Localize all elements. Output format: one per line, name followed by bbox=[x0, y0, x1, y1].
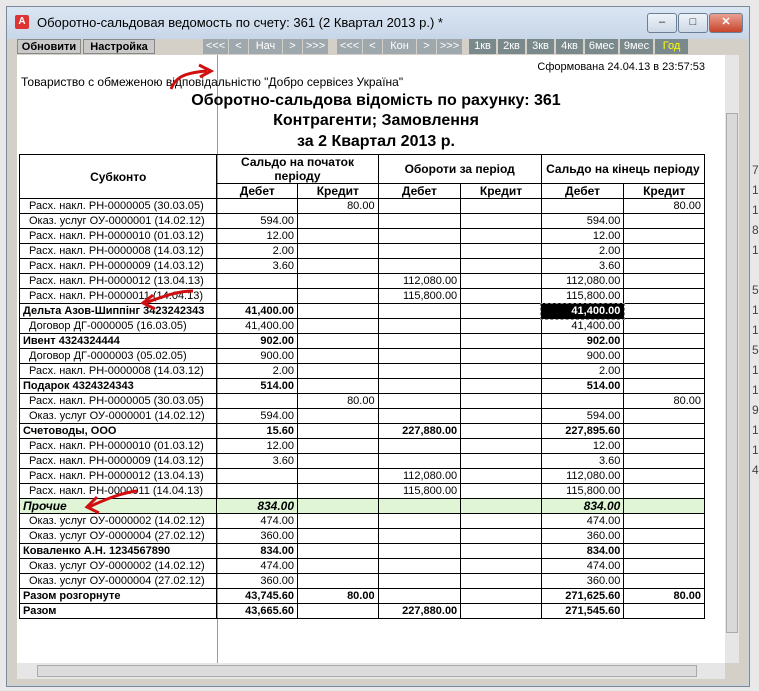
row-amount[interactable] bbox=[461, 244, 542, 259]
row-amount[interactable] bbox=[624, 409, 705, 424]
row-amount[interactable]: 80.00 bbox=[298, 394, 379, 409]
header-closing-balance: Сальдо на кінець періоду bbox=[541, 155, 704, 184]
period-6m-button[interactable]: 6мес bbox=[585, 39, 619, 54]
row-amount[interactable] bbox=[461, 544, 542, 559]
row-subconto[interactable]: Оказ. услуг ОУ-0000002 (14.02.12) bbox=[20, 559, 217, 574]
table-row[interactable] bbox=[20, 364, 705, 379]
row-subconto[interactable]: Расх. накл. РН-0000008 (14.03.12) bbox=[20, 244, 217, 259]
report-title: Оборотно-сальдова відомість по рахунку: 361 bbox=[191, 92, 561, 109]
row-amount[interactable]: 15.60 bbox=[217, 424, 298, 439]
background-digit: 8 bbox=[752, 223, 759, 237]
row-amount[interactable] bbox=[624, 469, 705, 484]
row-amount[interactable]: 360.00 bbox=[217, 574, 298, 589]
row-amount[interactable] bbox=[461, 439, 542, 454]
row-amount[interactable] bbox=[378, 199, 461, 214]
row-amount[interactable]: 514.00 bbox=[217, 379, 298, 394]
row-amount[interactable] bbox=[461, 394, 542, 409]
row-amount[interactable]: 2.00 bbox=[217, 244, 298, 259]
row-subconto[interactable]: Прочие bbox=[20, 499, 217, 514]
row-amount[interactable]: 80.00 bbox=[624, 199, 705, 214]
row-amount[interactable]: 474.00 bbox=[217, 514, 298, 529]
background-digit: 1 bbox=[752, 183, 759, 197]
row-amount[interactable] bbox=[298, 469, 379, 484]
table-body bbox=[20, 199, 705, 619]
table-row[interactable] bbox=[20, 379, 705, 394]
background-digit: 9 bbox=[752, 403, 759, 417]
row-amount[interactable] bbox=[298, 514, 379, 529]
header-subconto: Субконто bbox=[20, 155, 217, 199]
row-amount[interactable]: 41,400.00 bbox=[541, 319, 624, 334]
row-amount[interactable]: 594.00 bbox=[541, 214, 624, 229]
row-amount[interactable]: 3.60 bbox=[217, 259, 298, 274]
table-row[interactable] bbox=[20, 349, 705, 364]
table-row[interactable] bbox=[20, 559, 705, 574]
row-amount[interactable] bbox=[624, 604, 705, 619]
maximize-button[interactable]: □ bbox=[678, 13, 708, 33]
header-debit: Дебет bbox=[378, 184, 461, 199]
table-row[interactable] bbox=[20, 274, 705, 289]
table-row[interactable] bbox=[20, 424, 705, 439]
row-amount[interactable]: 594.00 bbox=[217, 214, 298, 229]
row-amount[interactable] bbox=[378, 559, 461, 574]
row-amount[interactable] bbox=[461, 274, 542, 289]
row-subconto[interactable]: Расх. накл. РН-0000010 (01.03.12) bbox=[20, 229, 217, 244]
horizontal-scrollbar[interactable] bbox=[17, 663, 725, 679]
row-amount[interactable]: 514.00 bbox=[541, 379, 624, 394]
row-subconto[interactable]: Договор ДГ-0000003 (05.02.05) bbox=[20, 349, 217, 364]
row-amount[interactable]: 115,800.00 bbox=[378, 289, 461, 304]
row-amount[interactable] bbox=[378, 304, 461, 319]
balance-table bbox=[19, 154, 705, 619]
background-digit: 1 bbox=[752, 423, 759, 437]
row-amount[interactable]: 115,800.00 bbox=[541, 484, 624, 499]
row-amount[interactable] bbox=[298, 439, 379, 454]
table-row[interactable] bbox=[20, 334, 705, 349]
row-amount[interactable] bbox=[461, 454, 542, 469]
row-subconto[interactable]: Оказ. услуг ОУ-0000004 (27.02.12) bbox=[20, 574, 217, 589]
row-subconto[interactable]: Расх. накл. РН-0000011 (14.04.13) bbox=[20, 289, 217, 304]
report-period: за 2 Квартал 2013 р. bbox=[297, 133, 455, 150]
row-amount[interactable] bbox=[461, 349, 542, 364]
row-amount[interactable] bbox=[298, 499, 379, 514]
row-amount[interactable] bbox=[624, 214, 705, 229]
end-last-button[interactable]: >>> bbox=[437, 39, 463, 54]
row-amount[interactable]: 41,400.00 bbox=[541, 304, 624, 319]
period-q3-button[interactable]: 3кв bbox=[527, 39, 555, 54]
row-amount[interactable] bbox=[461, 304, 542, 319]
end-next-button[interactable]: > bbox=[417, 39, 437, 54]
row-amount[interactable] bbox=[378, 514, 461, 529]
row-amount[interactable]: 360.00 bbox=[541, 574, 624, 589]
row-amount[interactable] bbox=[624, 274, 705, 289]
row-amount[interactable] bbox=[624, 529, 705, 544]
row-amount[interactable]: 115,800.00 bbox=[378, 484, 461, 499]
row-subconto[interactable]: Оказ. услуг ОУ-0000001 (14.02.12) bbox=[20, 409, 217, 424]
row-amount[interactable]: 12.00 bbox=[541, 229, 624, 244]
row-amount[interactable]: 3.60 bbox=[541, 454, 624, 469]
row-amount[interactable] bbox=[461, 469, 542, 484]
row-amount[interactable]: 12.00 bbox=[541, 439, 624, 454]
vertical-scroll-thumb[interactable] bbox=[726, 113, 738, 633]
row-amount[interactable] bbox=[461, 559, 542, 574]
table-row[interactable] bbox=[20, 454, 705, 469]
row-amount[interactable] bbox=[461, 289, 542, 304]
row-amount[interactable] bbox=[298, 544, 379, 559]
row-amount[interactable] bbox=[298, 454, 379, 469]
table-row[interactable] bbox=[20, 244, 705, 259]
row-amount[interactable] bbox=[298, 424, 379, 439]
background-digit bbox=[752, 260, 758, 280]
row-amount[interactable] bbox=[298, 604, 379, 619]
background-digit: 1 bbox=[752, 323, 759, 337]
period-q1-button[interactable]: 1кв bbox=[469, 39, 497, 54]
row-amount[interactable] bbox=[461, 379, 542, 394]
row-amount[interactable] bbox=[461, 319, 542, 334]
background-digit: 1 bbox=[752, 203, 759, 217]
row-amount[interactable] bbox=[624, 244, 705, 259]
row-subconto[interactable]: Счетоводы, ООО bbox=[20, 424, 217, 439]
row-subconto[interactable]: Подарок 4324324343 bbox=[20, 379, 217, 394]
row-amount[interactable]: 2.00 bbox=[217, 364, 298, 379]
header-opening-balance: Сальдо на початок періоду bbox=[217, 155, 378, 184]
row-amount[interactable] bbox=[378, 439, 461, 454]
horizontal-scroll-thumb[interactable] bbox=[37, 665, 697, 677]
row-amount[interactable] bbox=[461, 409, 542, 424]
row-amount[interactable]: 12.00 bbox=[217, 229, 298, 244]
table-row[interactable] bbox=[20, 394, 705, 409]
row-amount[interactable] bbox=[298, 274, 379, 289]
start-label: Нач bbox=[249, 39, 283, 54]
row-subconto[interactable]: Расх. накл. РН-0000012 (13.04.13) bbox=[20, 274, 217, 289]
row-amount[interactable] bbox=[624, 559, 705, 574]
background-digit: 1 bbox=[752, 363, 759, 377]
row-amount[interactable]: 3.60 bbox=[541, 259, 624, 274]
table-row[interactable] bbox=[20, 529, 705, 544]
row-subconto[interactable]: Расх. накл. РН-0000009 (14.03.12) bbox=[20, 259, 217, 274]
row-amount[interactable] bbox=[217, 484, 298, 499]
row-amount[interactable] bbox=[461, 499, 542, 514]
row-amount[interactable]: 474.00 bbox=[541, 514, 624, 529]
end-first-button[interactable]: <<< bbox=[337, 39, 363, 54]
background-digit: 7 bbox=[752, 163, 759, 177]
row-amount[interactable]: 902.00 bbox=[217, 334, 298, 349]
row-amount[interactable] bbox=[378, 454, 461, 469]
start-first-button[interactable]: <<< bbox=[203, 39, 229, 54]
row-subconto[interactable]: Ивент 4324324444 bbox=[20, 334, 217, 349]
table-row[interactable] bbox=[20, 604, 705, 619]
row-subconto[interactable]: Расх. накл. РН-0000005 (30.03.05) bbox=[20, 394, 217, 409]
row-subconto[interactable]: Расх. накл. РН-0000011 (14.04.13) bbox=[20, 484, 217, 499]
row-amount[interactable] bbox=[461, 589, 542, 604]
window-title: Оборотно-сальдовая ведомость по счету: 361 (2 Квартал 2013 р.) * bbox=[37, 15, 443, 30]
row-amount[interactable]: 80.00 bbox=[624, 394, 705, 409]
row-amount[interactable]: 271,545.60 bbox=[541, 604, 624, 619]
row-amount[interactable] bbox=[541, 199, 624, 214]
row-amount[interactable]: 115,800.00 bbox=[541, 289, 624, 304]
refresh-button[interactable]: Обновити bbox=[17, 39, 81, 54]
red-arrow-annotation bbox=[81, 485, 141, 515]
row-amount[interactable]: 80.00 bbox=[298, 199, 379, 214]
row-amount[interactable]: 271,625.60 bbox=[541, 589, 624, 604]
row-amount[interactable]: 41,400.00 bbox=[217, 319, 298, 334]
row-amount[interactable] bbox=[624, 544, 705, 559]
row-amount[interactable] bbox=[461, 514, 542, 529]
row-subconto[interactable]: Договор ДГ-0000005 (16.03.05) bbox=[20, 319, 217, 334]
red-arrow-annotation bbox=[167, 63, 217, 93]
row-amount[interactable]: 112,080.00 bbox=[378, 469, 461, 484]
row-amount[interactable] bbox=[298, 379, 379, 394]
row-amount[interactable] bbox=[624, 349, 705, 364]
row-amount[interactable] bbox=[298, 574, 379, 589]
row-subconto[interactable]: Оказ. услуг ОУ-0000004 (27.02.12) bbox=[20, 529, 217, 544]
row-amount[interactable] bbox=[461, 364, 542, 379]
period-q4-button[interactable]: 4кв bbox=[556, 39, 584, 54]
row-amount[interactable] bbox=[624, 379, 705, 394]
row-amount[interactable]: 900.00 bbox=[217, 349, 298, 364]
period-q2-button[interactable]: 2кв bbox=[498, 39, 526, 54]
row-amount[interactable] bbox=[217, 289, 298, 304]
row-subconto[interactable]: Расх. накл. РН-0000005 (30.03.05) bbox=[20, 199, 217, 214]
start-next-button[interactable]: > bbox=[283, 39, 303, 54]
row-subconto[interactable]: Коваленко А.Н. 1234567890 bbox=[20, 544, 217, 559]
background-digits bbox=[752, 160, 758, 480]
row-amount[interactable]: 594.00 bbox=[217, 409, 298, 424]
row-amount[interactable] bbox=[624, 499, 705, 514]
row-amount[interactable]: 594.00 bbox=[541, 409, 624, 424]
row-subconto[interactable]: Дельта Азов-Шиппінг 3423242343 bbox=[20, 304, 217, 319]
table-row[interactable] bbox=[20, 469, 705, 484]
row-amount[interactable] bbox=[378, 379, 461, 394]
row-amount[interactable] bbox=[298, 349, 379, 364]
row-amount[interactable]: 900.00 bbox=[541, 349, 624, 364]
row-amount[interactable] bbox=[461, 214, 542, 229]
end-prev-button[interactable]: < bbox=[363, 39, 383, 54]
row-amount[interactable]: 112,080.00 bbox=[541, 469, 624, 484]
row-subconto[interactable]: Расх. накл. РН-0000008 (14.03.12) bbox=[20, 364, 217, 379]
header-turnover: Обороти за період bbox=[378, 155, 541, 184]
row-amount[interactable]: 2.00 bbox=[541, 244, 624, 259]
row-amount[interactable] bbox=[217, 394, 298, 409]
background-digit: 1 bbox=[752, 303, 759, 317]
row-amount[interactable]: 834.00 bbox=[541, 499, 624, 514]
report-window bbox=[6, 6, 750, 687]
row-amount[interactable]: 360.00 bbox=[217, 529, 298, 544]
header-debit: Дебет bbox=[217, 184, 298, 199]
row-subconto[interactable]: Расх. накл. РН-0000009 (14.03.12) bbox=[20, 454, 217, 469]
row-amount[interactable] bbox=[378, 394, 461, 409]
row-amount[interactable]: 474.00 bbox=[217, 559, 298, 574]
end-label: Кон bbox=[383, 39, 417, 54]
table-row[interactable] bbox=[20, 199, 705, 214]
table-row[interactable] bbox=[20, 439, 705, 454]
row-amount[interactable] bbox=[624, 289, 705, 304]
table-row[interactable] bbox=[20, 409, 705, 424]
row-amount[interactable]: 227,895.60 bbox=[541, 424, 624, 439]
row-amount[interactable] bbox=[624, 259, 705, 274]
row-amount[interactable] bbox=[461, 424, 542, 439]
table-row[interactable] bbox=[20, 214, 705, 229]
table-row[interactable] bbox=[20, 319, 705, 334]
header-debit: Дебет bbox=[541, 184, 624, 199]
title-bar[interactable] bbox=[7, 7, 749, 39]
header-credit: Кредит bbox=[461, 184, 542, 199]
row-amount[interactable] bbox=[298, 559, 379, 574]
row-amount[interactable] bbox=[624, 304, 705, 319]
row-amount[interactable] bbox=[624, 424, 705, 439]
row-amount[interactable] bbox=[624, 229, 705, 244]
minimize-button[interactable]: – bbox=[647, 13, 677, 33]
row-amount[interactable] bbox=[298, 484, 379, 499]
row-amount[interactable] bbox=[217, 199, 298, 214]
row-amount[interactable] bbox=[298, 319, 379, 334]
row-amount[interactable] bbox=[461, 529, 542, 544]
vertical-scrollbar[interactable] bbox=[725, 55, 739, 663]
table-row[interactable] bbox=[20, 514, 705, 529]
row-amount[interactable] bbox=[378, 259, 461, 274]
background-digit: 4 bbox=[752, 463, 759, 477]
start-last-button[interactable]: >>> bbox=[303, 39, 329, 54]
table-row[interactable] bbox=[20, 589, 705, 604]
row-amount[interactable]: 227,880.00 bbox=[378, 604, 461, 619]
row-amount[interactable]: 834.00 bbox=[541, 544, 624, 559]
row-amount[interactable] bbox=[461, 334, 542, 349]
row-amount[interactable] bbox=[624, 439, 705, 454]
row-amount[interactable] bbox=[298, 304, 379, 319]
row-amount[interactable] bbox=[378, 214, 461, 229]
row-amount[interactable]: 834.00 bbox=[217, 499, 298, 514]
row-amount[interactable] bbox=[461, 199, 542, 214]
background-digit: 1 bbox=[752, 443, 759, 457]
report-page bbox=[17, 55, 735, 663]
background-digit: 1 bbox=[752, 243, 759, 257]
settings-button[interactable]: Настройка bbox=[83, 39, 155, 54]
row-amount[interactable] bbox=[378, 589, 461, 604]
row-amount[interactable] bbox=[378, 334, 461, 349]
background-digit: 5 bbox=[752, 283, 759, 297]
row-amount[interactable] bbox=[217, 274, 298, 289]
row-amount[interactable] bbox=[624, 454, 705, 469]
row-amount[interactable] bbox=[298, 334, 379, 349]
row-amount[interactable] bbox=[624, 319, 705, 334]
row-amount[interactable] bbox=[624, 364, 705, 379]
row-amount[interactable] bbox=[461, 229, 542, 244]
row-amount[interactable] bbox=[378, 574, 461, 589]
row-amount[interactable]: 43,665.60 bbox=[217, 604, 298, 619]
background-digit: 5 bbox=[752, 343, 759, 357]
row-amount[interactable] bbox=[378, 319, 461, 334]
row-amount[interactable] bbox=[378, 229, 461, 244]
row-amount[interactable] bbox=[298, 244, 379, 259]
row-amount[interactable]: 80.00 bbox=[624, 589, 705, 604]
red-arrow-annotation bbox=[137, 283, 197, 313]
row-amount[interactable]: 902.00 bbox=[541, 334, 624, 349]
row-amount[interactable]: 474.00 bbox=[541, 559, 624, 574]
row-amount[interactable] bbox=[378, 349, 461, 364]
row-amount[interactable]: 43,745.60 bbox=[217, 589, 298, 604]
row-subconto[interactable]: Оказ. услуг ОУ-0000002 (14.02.12) bbox=[20, 514, 217, 529]
row-subconto[interactable]: Оказ. услуг ОУ-0000001 (14.02.12) bbox=[20, 214, 217, 229]
background-digit: 1 bbox=[752, 383, 759, 397]
row-amount[interactable] bbox=[298, 214, 379, 229]
row-amount[interactable] bbox=[378, 529, 461, 544]
table-row[interactable] bbox=[20, 544, 705, 559]
row-amount[interactable]: 80.00 bbox=[298, 589, 379, 604]
report-subtitle: Контрагенти; Замовлення bbox=[273, 112, 479, 129]
app-icon: A bbox=[15, 15, 29, 29]
row-subconto[interactable]: Расх. накл. РН-0000010 (01.03.12) bbox=[20, 439, 217, 454]
row-amount[interactable]: 12.00 bbox=[217, 439, 298, 454]
row-subconto[interactable]: Расх. накл. РН-0000012 (13.04.13) bbox=[20, 469, 217, 484]
row-amount[interactable] bbox=[378, 244, 461, 259]
row-amount[interactable] bbox=[461, 259, 542, 274]
row-subconto[interactable]: Разом розгорнуте bbox=[20, 589, 217, 604]
table-row[interactable] bbox=[20, 304, 705, 319]
start-prev-button[interactable]: < bbox=[229, 39, 249, 54]
table-row[interactable] bbox=[20, 229, 705, 244]
row-amount[interactable]: 2.00 bbox=[541, 364, 624, 379]
row-amount[interactable] bbox=[461, 604, 542, 619]
table-row[interactable] bbox=[20, 259, 705, 274]
row-amount[interactable]: 360.00 bbox=[541, 529, 624, 544]
header-credit: Кредит bbox=[624, 184, 705, 199]
table-row[interactable] bbox=[20, 574, 705, 589]
row-amount[interactable] bbox=[461, 484, 542, 499]
row-amount[interactable] bbox=[298, 529, 379, 544]
row-subconto[interactable]: Разом bbox=[20, 604, 217, 619]
row-amount[interactable] bbox=[624, 574, 705, 589]
row-amount[interactable]: 227,880.00 bbox=[378, 424, 461, 439]
close-button[interactable]: ✕ bbox=[709, 13, 743, 33]
row-amount[interactable] bbox=[624, 484, 705, 499]
company-name: Товариство с обмеженою відповідальністю "Добро сервісез Україна" bbox=[21, 75, 404, 89]
row-amount[interactable]: 112,080.00 bbox=[541, 274, 624, 289]
row-amount[interactable] bbox=[541, 394, 624, 409]
row-amount[interactable] bbox=[298, 409, 379, 424]
row-amount[interactable] bbox=[217, 469, 298, 484]
formed-timestamp: Сформована 24.04.13 в 23:57:53 bbox=[537, 61, 705, 73]
row-amount[interactable] bbox=[461, 574, 542, 589]
period-9m-button[interactable]: 9мес bbox=[620, 39, 654, 54]
row-amount[interactable] bbox=[624, 334, 705, 349]
row-amount[interactable] bbox=[378, 499, 461, 514]
row-amount[interactable]: 41,400.00 bbox=[217, 304, 298, 319]
row-amount[interactable] bbox=[298, 289, 379, 304]
row-amount[interactable]: 834.00 bbox=[217, 544, 298, 559]
row-amount[interactable] bbox=[298, 259, 379, 274]
row-amount[interactable] bbox=[624, 514, 705, 529]
row-amount[interactable]: 112,080.00 bbox=[378, 274, 461, 289]
row-amount[interactable] bbox=[298, 229, 379, 244]
toolbar bbox=[17, 39, 739, 55]
row-amount[interactable] bbox=[378, 364, 461, 379]
header-credit: Кредит bbox=[298, 184, 379, 199]
period-year-button[interactable]: Год bbox=[655, 39, 689, 54]
table-row[interactable] bbox=[20, 289, 705, 304]
row-amount[interactable] bbox=[298, 364, 379, 379]
row-amount[interactable] bbox=[378, 409, 461, 424]
row-amount[interactable] bbox=[378, 544, 461, 559]
row-amount[interactable]: 3.60 bbox=[217, 454, 298, 469]
